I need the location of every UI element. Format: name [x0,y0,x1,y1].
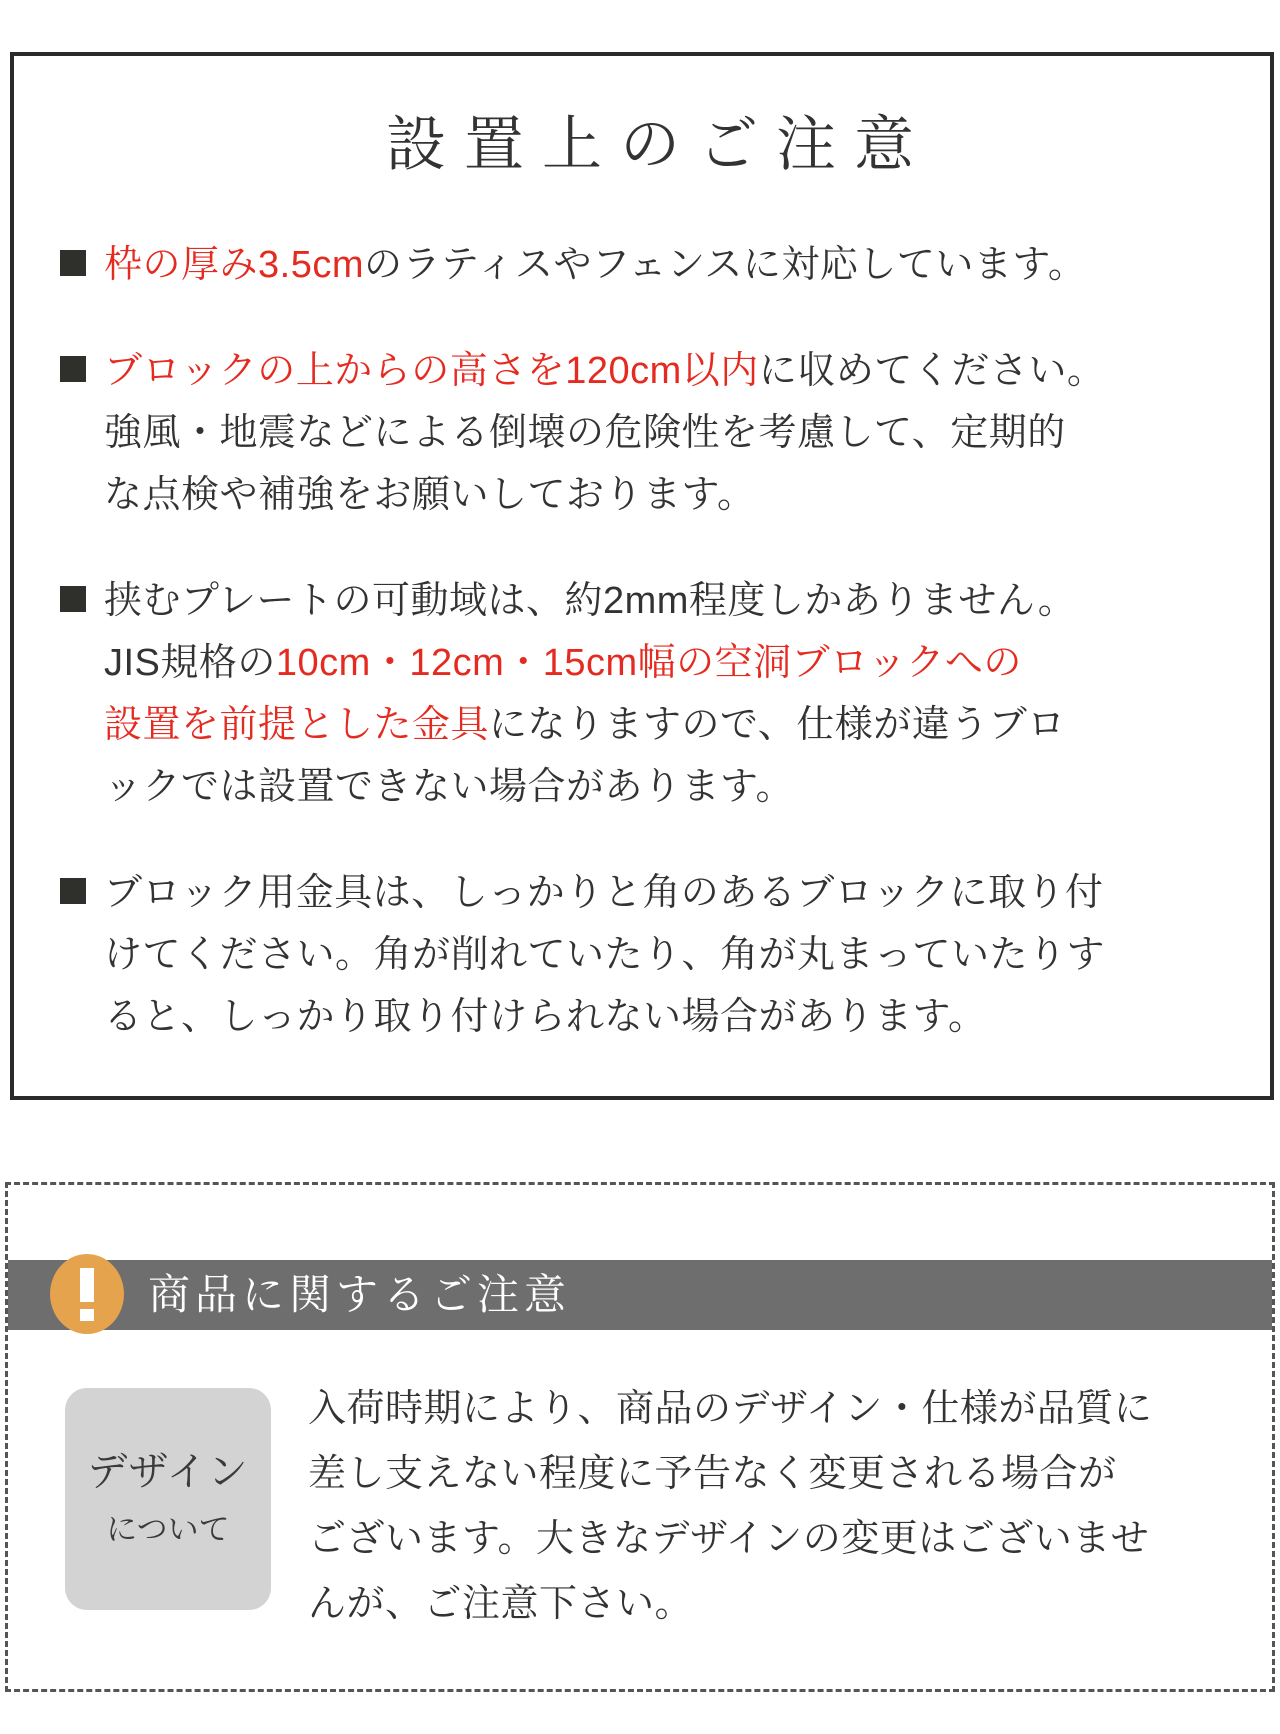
design-label-line2: について [106,1512,230,1547]
product-notice-header-bar [8,1260,1272,1330]
design-notice-text: 入荷時期により、商品のデザイン・仕様が品質に 差し支えない程度に予告なく変更される場合が ございます。大きなデザインの変更はございませ んが、ご注意下さい。 [308,1388,1153,1625]
bullet-square-icon [60,250,86,276]
notice-bullet [60,862,1240,1048]
product-notice-box [5,1182,1275,1692]
installation-notice-title: 設置上のご注意 [386,111,932,178]
exclamation-bar [80,1268,94,1302]
notice-bullet [60,570,1240,818]
design-about-label [65,1388,271,1610]
bullet-square-icon [60,586,86,612]
notice-bullet-list [60,234,1240,1048]
notice-bullet-text: ブロックの上からの高さを120cm以内に収めてください。 強風・地震などによる倒壊の危険性を考慮して、定期的 な点検や補強をお願いしております。 [104,350,1106,516]
design-label-line1: デザイン [87,1450,249,1494]
installation-notice-box [10,52,1274,1100]
exclamation-icon [50,1254,124,1334]
notice-bullet-text: 挟むプレートの可動域は、約2mm程度しかありません。 JIS規格の10cm・12cm・15cm幅の空洞ブロックへの 設置を前提とした金具になりますので、仕様が違うブロ ックでは設置できない場合があります。 [104,580,1077,808]
notice-bullet-text: ブロック用金具は、しっかりと角のあるブロックに取り付 けてください。角が削れていたり、角が丸まっていたりす ると、しっかり取り付けられない場合があります。 [104,872,1106,1038]
notice-bullet [60,234,1240,296]
exclamation-dot [80,1309,94,1321]
product-notice-title: 商品に関するご注意 [148,1271,572,1318]
bullet-square-icon [60,356,86,382]
bullet-square-icon [60,878,86,904]
notice-bullet-text: 枠の厚み3.5cmのラティスやフェンスに対応しています。 [104,244,1087,286]
notice-bullet [60,340,1240,526]
